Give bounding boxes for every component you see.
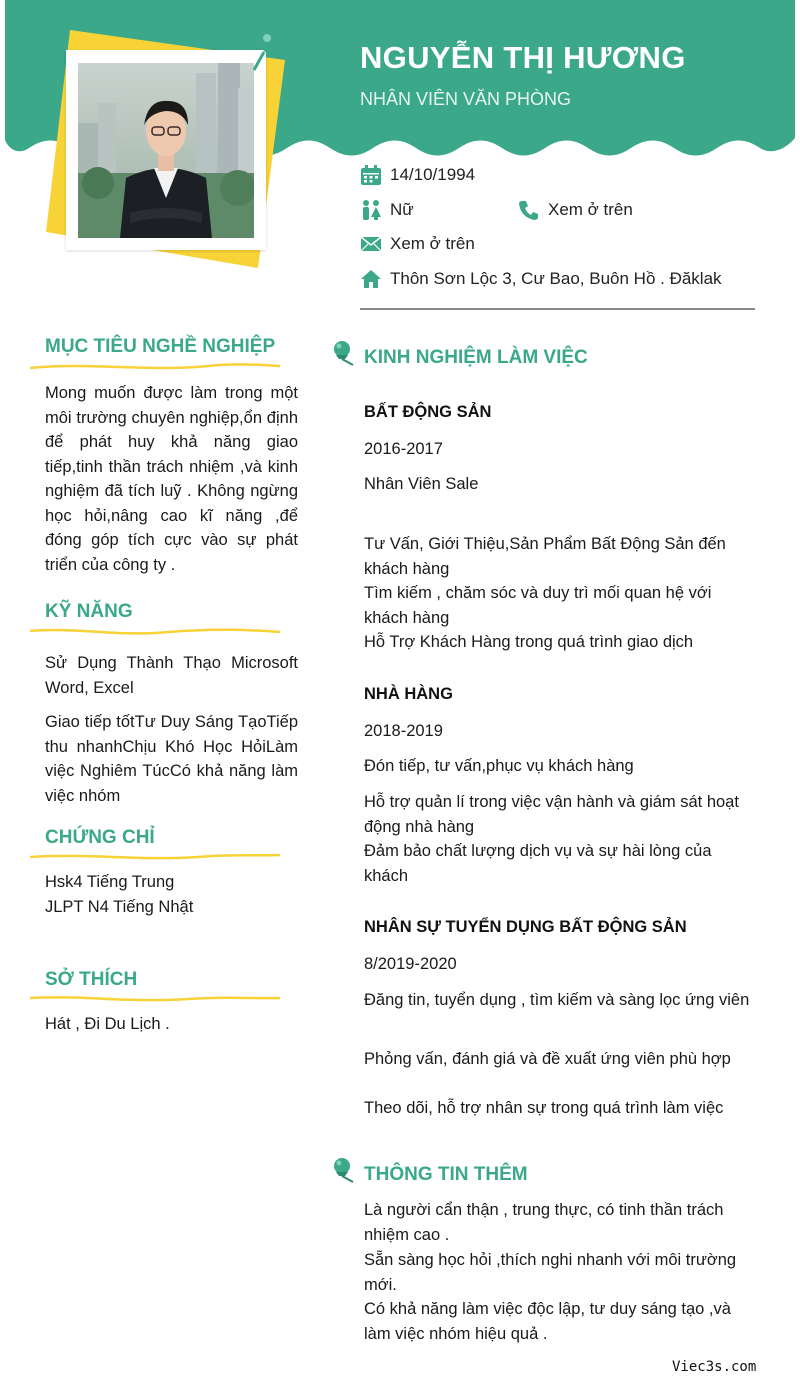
certificates-underline [28,851,282,863]
email-row [360,233,475,255]
job-detail: Tìm kiếm , chăm sóc và duy trì mối quan hệ với khách hàng [364,584,712,627]
pushpin-icon [328,338,356,366]
job-detail: Hỗ Trợ Khách Hàng trong quá trình giao dịch [364,633,694,651]
objective-text: Mong muốn được làm trong một môi trường chuyên nghiệp,ổn định để phát huy khả năng giao tiếp,tinh thần trách nhiệm ,và kinh nghiệm đã tích luỹ . Không ngừng học hỏi,nâng cao kĩ năng ,để đóng góp tích cực vào sự phát triển của công ty . [45,384,298,574]
additional-info-heading: THÔNG TIN THÊM [364,1164,528,1185]
birthday-value: 14/10/1994 [390,165,476,184]
job-detail: Đảm bảo chất lượng dịch vụ và sự hài lòng của khách [364,842,712,885]
job-detail: Tư Vấn, Giới Thiệu,Sản Phẩm Bất Động Sản đến khách hàng [364,535,726,578]
phone-row [518,199,633,221]
job-company: BẤT ĐỘNG SẢN [364,403,492,421]
objective-heading: MỤC TIÊU NGHỀ NGHIỆP [45,336,276,357]
photo-frame [66,50,266,250]
profile-photo [78,63,254,238]
pushpin-icon [328,1155,356,1183]
envelope-icon [360,233,382,255]
job-role: Đăng tin, tuyển dụng , tìm kiếm và sàng lọc ứng viên [364,991,750,1009]
certificate-item: JLPT N4 Tiếng Nhật [45,898,194,916]
job-role: Nhân Viên Sale [364,475,479,493]
profile-photo-area [0,0,330,290]
additional-info-line: Sẵn sàng học hỏi ,thích nghi nhanh với môi trường mới. [364,1251,737,1294]
birthday-row [360,164,475,186]
job-period: 2018-2019 [364,722,443,740]
hobbies-heading: SỞ THÍCH [45,969,138,990]
job-period: 2016-2017 [364,440,443,458]
email-value: Xem ở trên [390,234,475,253]
job-company: NHÂN SỰ TUYỂN DỤNG BẤT ĐỘNG SẢN [364,918,687,936]
home-icon [360,268,382,290]
address-row [360,268,722,290]
job-role: Đón tiếp, tư vấn,phục vụ khách hàng [364,757,634,775]
job-detail: Hỗ trợ quản lí trong việc vận hành và giám sát hoạt động nhà hàng [364,793,739,836]
skills-heading: KỸ NĂNG [45,601,133,622]
phone-value: Xem ở trên [548,200,633,219]
gender-value: Nữ [390,200,414,219]
address-value: Thôn Sơn Lộc 3, Cư Bao, Buôn Hồ . Đăklak [390,269,722,288]
job-title: NHÂN VIÊN VĂN PHÒNG [360,89,572,109]
hobbies-text: Hát , Đi Du Lịch . [45,1015,170,1033]
objective-underline [28,361,282,373]
candidate-name: NGUYỄN THỊ HƯƠNG [360,40,686,75]
certificate-item: Hsk4 Tiếng Trung [45,873,175,891]
phone-icon [518,199,540,221]
job-company: NHÀ HÀNG [364,685,453,703]
skill-item: Sử Dụng Thành Thạo Microsoft Word, Excel [45,654,298,697]
experience-heading: KINH NGHIỆM LÀM VIỆC [364,347,588,368]
hobbies-underline [28,993,282,1005]
gender-icon [360,199,382,221]
site-watermark: Viec3s.com [672,1359,757,1375]
skill-item: Giao tiếp tốtTư Duy Sáng TạoTiếp thu nhanhChịu Khó Học HỏiLàm việc Nghiêm TúcCó khả năng làm việc nhóm [45,713,298,805]
skills-underline [28,626,282,638]
contact-divider [360,308,755,310]
pushpin-icon [250,26,290,74]
gender-row [360,199,414,221]
certificates-heading: CHỨNG CHỈ [45,827,155,848]
job-detail: Theo dõi, hỗ trợ nhân sự trong quá trình làm việc [364,1099,724,1117]
job-detail: Phỏng vấn, đánh giá và đề xuất ứng viên phù hợp [364,1050,731,1068]
job-period: 8/2019-2020 [364,955,457,973]
calendar-icon [360,164,382,186]
additional-info-line: Có khả năng làm việc độc lập, tư duy sáng tạo ,và làm việc nhóm hiệu quả . [364,1300,731,1343]
additional-info-line: Là người cẩn thận , trung thực, có tinh thần trách nhiệm cao . [364,1201,724,1244]
